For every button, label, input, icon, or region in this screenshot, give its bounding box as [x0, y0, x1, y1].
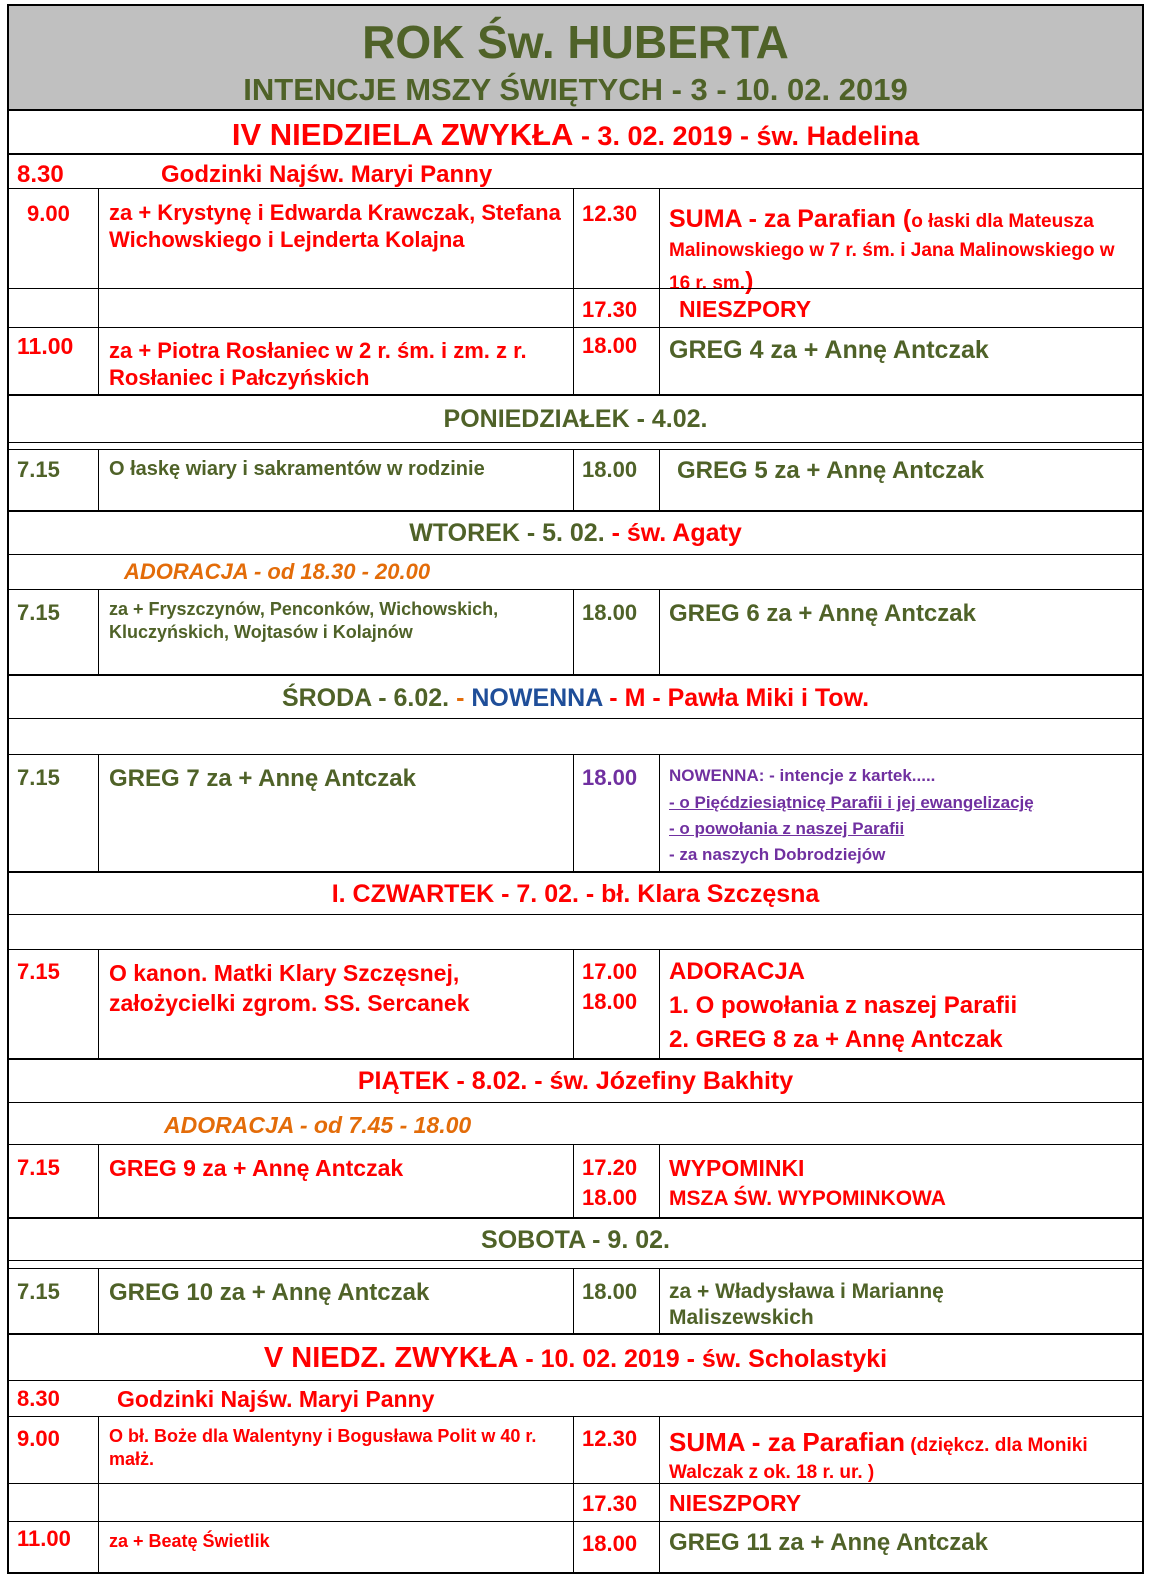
intentions-sheet [7, 4, 1144, 1574]
column-divider [98, 449, 99, 510]
day-title-tuesday [9, 519, 1142, 548]
day-title-thursday: I. CZWARTEK - 7. 02. - bł. Klara Szczęsna [331, 880, 820, 908]
mass-time: 17.30 [582, 297, 638, 322]
divider [9, 718, 1142, 719]
day-title-main: IV NIEDZIELA ZWYKŁA [231, 117, 574, 152]
mass-intention: ADORACJA [669, 958, 806, 985]
column-divider [659, 188, 660, 394]
column-divider [98, 1416, 99, 1572]
column-divider [659, 1144, 660, 1217]
day-title-rest: - 3. 02. 2019 - św. Hadelina [573, 121, 920, 151]
column-divider [659, 1268, 660, 1333]
mass-time: 18.00 [582, 1279, 638, 1304]
mass-intention: GREG 10 za + Annę Antczak [109, 1279, 430, 1306]
day-title-main: WTOREK - 5. 02. [409, 519, 605, 547]
adoration-note: ADORACJA - od 18.30 - 20.00 [124, 559, 431, 584]
column-divider [98, 1144, 99, 1217]
mass-intention: NIESZPORY [669, 1490, 802, 1516]
column-divider [98, 754, 99, 871]
day-title-monday: PONIEDZIAŁEK - 4.02. [443, 405, 708, 433]
divider [9, 327, 1142, 328]
mass-time: 7.15 [17, 959, 60, 984]
page-title: ROK Św. HUBERTA [362, 16, 789, 68]
column-divider [573, 949, 574, 1058]
adoration-note: ADORACJA - od 7.45 - 18.00 [164, 1112, 472, 1138]
divider [9, 589, 1142, 590]
column-divider [573, 449, 574, 510]
divider [9, 449, 1142, 450]
column-divider [98, 188, 99, 394]
mass-time: 7.15 [17, 1279, 60, 1304]
novena-label: NOWENNA: [669, 766, 765, 785]
column-divider [659, 949, 660, 1058]
column-divider [573, 188, 574, 394]
mass-intention: MSZA ŚW. WYPOMINKOWA [669, 1187, 946, 1210]
divider [9, 1144, 1142, 1145]
mass-intention: O łaskę wiary i sakramentów w rodzinie [109, 458, 485, 480]
day-title-rest: - 10. 02. 2019 - św. Scholastyki [518, 1345, 888, 1373]
mass-time: 11.00 [17, 1526, 71, 1551]
divider [9, 442, 1142, 443]
mass-time: 18.00 [582, 989, 638, 1014]
mass-time: 8.30 [17, 1386, 60, 1411]
mass-time: 18.00 [582, 457, 638, 482]
mass-intention: O bł. Boże dla Walentyny i Bogusława Polit w 40 r. małż. [109, 1426, 537, 1470]
divider [9, 949, 1142, 950]
divider [9, 109, 1142, 111]
mass-time: 7.15 [17, 600, 60, 625]
column-divider [573, 754, 574, 871]
divider [9, 1333, 1142, 1335]
divider [9, 754, 1142, 755]
novena-line: - o powołania z naszej Parafii [669, 819, 905, 838]
paren: ( [895, 205, 912, 233]
column-divider [573, 1416, 574, 1572]
mass-time: 7.15 [17, 765, 60, 790]
mass-intention: GREG 5 za + Annę Antczak [677, 457, 984, 484]
divider [9, 1416, 1142, 1417]
divider [9, 1102, 1142, 1103]
day-title-rest: - św. Agaty [604, 519, 742, 547]
divider [9, 674, 1142, 676]
mass-intention: GREG 4 za + Annę Antczak [669, 336, 989, 364]
column-divider [659, 589, 660, 674]
divider [9, 153, 1142, 155]
mass-time: 7.15 [17, 1155, 60, 1180]
novena-text: - intencje z kartek..... [764, 766, 936, 785]
column-divider [573, 1144, 574, 1217]
novena-line [669, 766, 935, 786]
mass-time: 17.00 [582, 959, 638, 984]
mass-time: 18.00 [582, 600, 638, 625]
novena-line: - za naszych Dobrodziejów [669, 845, 886, 864]
paren: ) [745, 267, 754, 296]
divider [9, 1217, 1142, 1219]
divider [9, 1521, 1142, 1522]
mass-intention: O kanon. Matki Klary Szczęsnej, założycielki zgrom. SS. Sercanek [109, 960, 470, 1016]
divider [9, 871, 1142, 873]
mass-intention: GREG 7 za + Annę Antczak [109, 765, 416, 792]
column-divider [659, 754, 660, 871]
mass-intention: za + Piotra Rosłaniec w 2 r. śm. i zm. z r. Rosłaniec i Pałczyńskich [109, 338, 527, 390]
column-divider [659, 1416, 660, 1572]
mass-time: 9.00 [17, 1426, 60, 1451]
column-divider [98, 1268, 99, 1333]
mass-time: 18.00 [582, 1531, 638, 1556]
mass-time: 9.00 [27, 201, 70, 226]
mass-intention: 1. O powołania z naszej Parafii [669, 992, 1018, 1019]
mass-time: 17.20 [582, 1155, 638, 1180]
mass-time: 7.15 [17, 457, 60, 482]
day-title-part: NOWENNA [471, 684, 603, 712]
mass-intention: GREG 11 za + Annę Antczak [669, 1529, 988, 1556]
mass-intention: za + Krystynę i Edwarda Krawczak, Stefana Wichowskiego i Lejnderta Kolajna [109, 200, 561, 252]
day-title-part: - M - Pawła Miki i Tow. [602, 684, 870, 712]
suma-detail: (dziękcz. dla Moniki Walczak z ok. 18 r. ur. ) [669, 1435, 1088, 1484]
mass-intention: za + Fryszczynów, Penconków, Wichowskich, Kluczyńskich, Wojtasów i Kolajnów [109, 599, 499, 642]
mass-time: 12.30 [582, 1426, 638, 1451]
divider [9, 510, 1142, 512]
mass-intention: Godzinki Najśw. Maryi Panny [161, 161, 493, 188]
day-title-part: - [449, 684, 472, 712]
mass-intention: NIESZPORY [679, 296, 812, 322]
column-divider [573, 1268, 574, 1333]
mass-intention: GREG 9 za + Annę Antczak [109, 1155, 404, 1181]
suma-detail: o łaski dla Mateusza Malinowskiego w 7 r. śm. i Jana Malinowskiego w 16 r. sm. [669, 211, 1115, 295]
mass-time: 18.00 [582, 765, 638, 790]
day-title-wednesday [9, 684, 1142, 713]
mass-time: 18.00 [582, 333, 638, 358]
divider [9, 188, 1142, 189]
day-title-part: ŚRODA - 6.02. [281, 684, 450, 712]
column-divider [659, 449, 660, 510]
divider [9, 1058, 1142, 1060]
divider [9, 1483, 1142, 1484]
day-title-saturday: SOBOTA - 9. 02. [481, 1226, 670, 1254]
day-title-sunday2 [9, 1342, 1142, 1375]
suma-label: SUMA - za Parafian [669, 205, 896, 233]
divider [9, 394, 1142, 396]
mass-intention: za + Władysława i Mariannę Maliszewskich [669, 1280, 944, 1329]
divider [9, 554, 1142, 555]
column-divider [98, 589, 99, 674]
day-title-friday: PIĄTEK - 8.02. - św. Józefiny Bakhity [357, 1067, 794, 1095]
mass-intention: Godzinki Najśw. Maryi Panny [117, 1386, 435, 1412]
divider [9, 914, 1142, 915]
mass-time: 8.30 [17, 161, 64, 188]
column-divider [573, 589, 574, 674]
mass-time: 11.00 [17, 333, 74, 359]
mass-intention: WYPOMINKI [669, 1155, 805, 1181]
divider [9, 1380, 1142, 1381]
day-title-sunday1 [9, 117, 1142, 153]
mass-intention [669, 1424, 1139, 1487]
mass-intention [669, 202, 1139, 300]
day-title-main: V NIEDZ. ZWYKŁA [263, 1342, 519, 1374]
divider [9, 288, 1142, 289]
mass-intention: 2. GREG 8 za + Annę Antczak [669, 1026, 1003, 1053]
divider [9, 1260, 1142, 1261]
mass-time: 12.30 [582, 201, 638, 226]
mass-time: 17.30 [582, 1491, 638, 1516]
mass-intention: GREG 6 za + Annę Antczak [669, 600, 976, 627]
page-subtitle: INTENCJE MSZY ŚWIĘTYCH - 3 - 10. 02. 2019 [243, 72, 908, 107]
suma-label: SUMA - za Parafian [669, 1427, 905, 1457]
mass-time: 18.00 [582, 1185, 638, 1210]
mass-intention: za + Beatę Świetlik [109, 1531, 270, 1551]
column-divider [98, 949, 99, 1058]
divider [9, 1268, 1142, 1269]
novena-line: - o Pięćdziesiątnicę Parafii i jej ewangelizację [669, 793, 1034, 812]
